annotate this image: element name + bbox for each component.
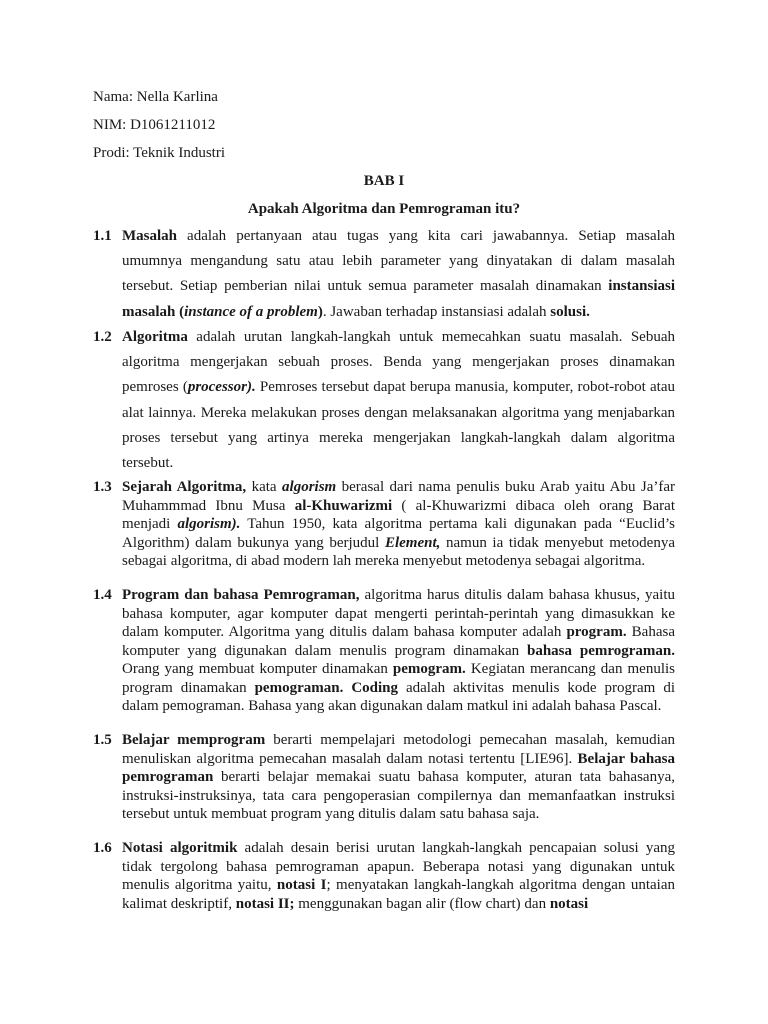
section-text: Sejarah Algoritma, kata algorism berasal dari nama penulis buku Arab yaitu Abu Ja’far Muhammmad Ibnu Musa al-Khuwarizmi ( al-Khuwarizmi dibaca oleh orang Barat menjadi algorism). Tahun 1950, kata algoritma pertama kali digunakan pada “Euclid’s Algorithm) dalam bukunya yang berjudul Element, namun ia tidak menyebut metodenya sebagai algoritma, di abad modern lah mereka menyebut metodenya sebagai algoritma. (122, 479, 676, 569)
term-program: program. (566, 624, 627, 640)
section-number: 1.2 (93, 329, 112, 345)
term-algoritma: Algoritma (122, 329, 188, 345)
term-solusi: solusi. (550, 303, 590, 320)
term-pemogram: pemogram. (392, 661, 466, 677)
term-element: Element, (384, 534, 441, 551)
term-notasi-2: notasi II; (235, 895, 295, 912)
section-number: 1.6 (93, 840, 112, 856)
chapter-heading: BAB I (363, 173, 405, 189)
term-notasi-3: notasi (549, 895, 589, 912)
term-sejarah: Sejarah Algoritma, (122, 479, 247, 495)
term-belajar-memprogram: Belajar memprogram (122, 732, 266, 748)
section-text: Program dan bahasa Pemrograman, algoritma harus ditulis dalam bahasa khusus, yaitu bahasa komputer, agar komputer dapat mengerti perintah-perintah yang dimasukkan ke dalam komputer. Algoritma yang ditulis dalam bahasa komputer adalah program. Bahasa komputer yang digunakan dalam menulis program dinamakan bahasa pemrograman. Orang yang membuat komputer dinamakan pemogram. Kegiatan merancang dan menulis program dinamakan pemograman. Coding adalah aktivitas menulis kode program di dalam pemograman. Bahasa yang akan digunakan dalam matkul ini adalah bahasa Pascal. (122, 587, 676, 714)
section-text: Notasi algoritmik adalah desain berisi urutan langkah-langkah pencapaian solusi yang tidak tergolong bahasa pemrograman apapun. Beberapa notasi yang digunakan untuk menulis algoritma yaitu, notasi I; menyatakan langkah-langkah algoritma dengan untaian kalimat deskriptif, notasi II; menggunakan bagan alir (flow chart) dan notasi (122, 840, 675, 912)
term-notasi-algoritmik: Notasi algoritmik (122, 840, 238, 856)
term-masalah: Masalah (122, 228, 178, 244)
section-1-4 (93, 586, 675, 716)
student-prodi: Prodi: Teknik Industri (93, 145, 226, 161)
section-number: 1.3 (93, 479, 112, 495)
term-algorism-2: algorism). (177, 516, 241, 532)
term-bahasa-pemrograman: bahasa pemrograman. (526, 642, 676, 659)
term-notasi-1: notasi I (276, 877, 327, 893)
section-1-6 (93, 839, 675, 913)
term-pemograman-coding: pemograman. Coding (254, 679, 398, 696)
section-text: Masalah adalah pertanyaan atau tugas yang kita cari jawabannya. Setiap masalah umumnya mengandung satu atau lebih parameter yang dinyatakan di dalam masalah tersebut. Setiap pemberian nilai untuk semua parameter masalah dinamakan instansiasi masalah (instance of a problem). Jawaban terhadap instansiasi adalah solusi. (122, 228, 675, 320)
section-1-3 (93, 478, 675, 571)
term-instance-of-problem: instance of a problem (184, 303, 318, 320)
term-belajar-bahasa: Belajar bahasa pemrograman (122, 750, 676, 785)
section-1-5 (93, 731, 675, 824)
term-algorism: algorism (282, 479, 337, 495)
term-processor: processor). (187, 379, 256, 396)
section-text: Belajar memprogram berarti mempelajari metodologi pemecahan masalah, kemudian menuliskan algoritma pemecahan masalah dalam notasi tertentu [LIE96]. Belajar bahasa pemrograman berarti belajar memakai suatu bahasa komputer, aturan tata bahasanya, instruksi-instruksinya, tata cara pengoperasian compilernya dan memanfaatkan instruksi tersebut untuk membuat program yang ditulis dalam satu bahasa saja. (122, 732, 676, 822)
term-instansiasi: instansiasi masalah ( (122, 278, 675, 320)
section-text: Algoritma adalah urutan langkah-langkah untuk memecahkan suatu masalah. Sebuah algoritma mengerjakan sebuah proses. Benda yang mengerjakan proses dinamakan pemroses (processor). Pemroses tersebut dapat berupa manusia, komputer, robot-robot atau alat lainnya. Mereka melakukan proses dengan melaksanakan algoritma yang menjabarkan proses tersebut yang artinya mereka mengerjakan langkah-langkah dalam algoritma tersebut. (122, 329, 675, 472)
section-1-2 (93, 325, 675, 476)
student-nim: NIM: D1061211012 (93, 117, 216, 133)
term-program-bahasa: Program dan bahasa Pemrograman, (122, 587, 360, 603)
term-al-khuwarizmi: al-Khuwarizmi (294, 497, 393, 514)
section-number: 1.4 (93, 587, 112, 603)
section-number: 1.1 (93, 228, 112, 244)
chapter-title: Apakah Algoritma dan Pemrograman itu? (247, 201, 521, 217)
section-1-1 (93, 224, 675, 325)
student-name: Nama: Nella Karlina (93, 89, 218, 105)
section-number: 1.5 (93, 732, 112, 748)
